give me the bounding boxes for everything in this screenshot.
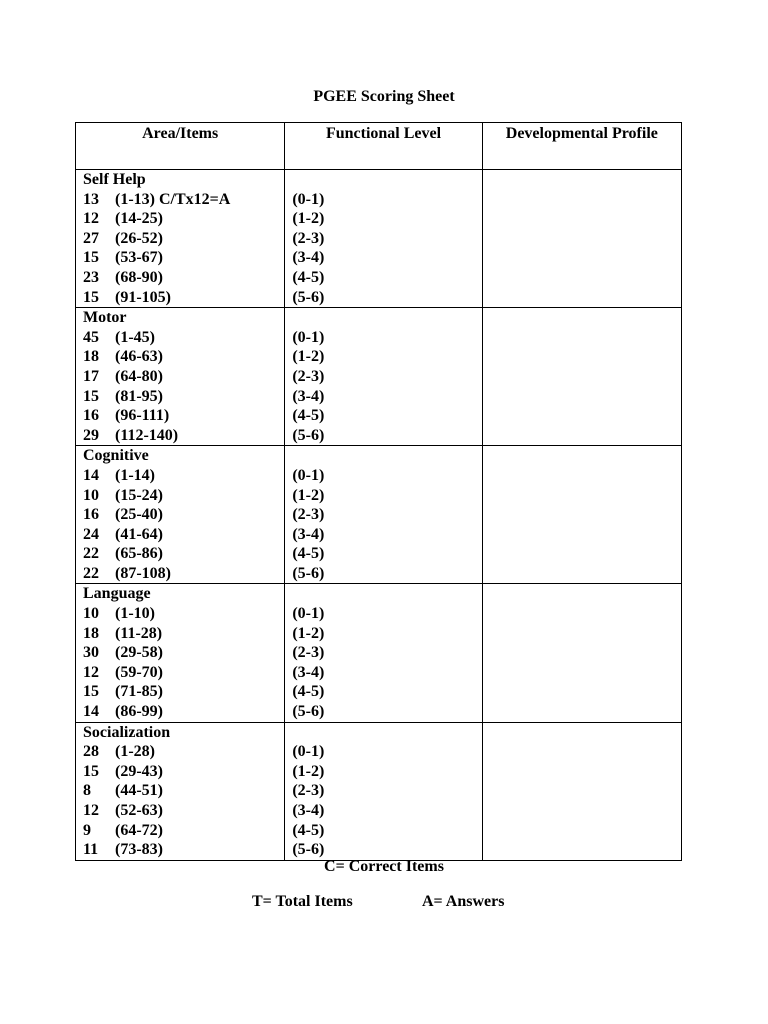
item-row — [83, 525, 284, 545]
functional-level: (1-2) — [292, 486, 325, 504]
area-items-cell — [76, 308, 285, 446]
item-range: (81-95) — [115, 387, 163, 405]
item-count: 9 — [83, 821, 91, 839]
functional-level: (1-2) — [292, 348, 325, 366]
item-count: 15 — [83, 762, 99, 780]
item-row — [83, 387, 284, 407]
item-row — [83, 564, 284, 584]
item-row — [83, 466, 284, 486]
item-range: (11-28) — [115, 624, 163, 642]
item-range: (1-28) — [115, 743, 155, 761]
functional-level-cell — [285, 308, 482, 446]
item-range: (87-108) — [115, 564, 171, 582]
item-row — [83, 505, 284, 525]
item-row — [83, 663, 284, 683]
section-row — [76, 170, 682, 308]
section-row — [76, 446, 682, 584]
item-count: 16 — [83, 506, 99, 524]
functional-level: (1-2) — [292, 210, 325, 228]
functional-level: (3-4) — [292, 663, 325, 681]
item-row — [83, 742, 284, 762]
item-range: (64-80) — [115, 367, 163, 385]
item-count: 18 — [83, 348, 99, 366]
item-range: (1-13) C/Tx12=A — [115, 190, 231, 208]
functional-level: (2-3) — [292, 506, 325, 524]
functional-level-cell — [285, 584, 482, 722]
item-row — [83, 190, 284, 210]
item-count: 17 — [83, 367, 99, 385]
table-header-row — [76, 123, 682, 170]
item-count: 15 — [83, 288, 99, 306]
item-count: 11 — [83, 841, 99, 859]
item-range: (112-140) — [115, 426, 179, 444]
item-row — [83, 426, 284, 446]
item-count: 16 — [83, 407, 99, 425]
item-range: (44-51) — [115, 782, 163, 800]
legend-correct: C= Correct Items — [324, 858, 444, 875]
functional-level: (0-1) — [292, 190, 325, 208]
item-range: (65-86) — [115, 545, 163, 563]
section-title: Cognitive — [83, 447, 149, 465]
item-range: (52-63) — [115, 802, 163, 819]
item-count: 45 — [83, 328, 99, 346]
item-row — [83, 248, 284, 268]
functional-level: (3-4) — [292, 249, 325, 267]
item-count: 15 — [83, 387, 99, 405]
functional-level-cell — [285, 446, 482, 584]
header-developmental-profile: Developmental Profile — [482, 123, 681, 170]
spacer — [292, 170, 481, 190]
item-count: 15 — [83, 249, 99, 267]
header-area-items: Area/Items — [76, 123, 285, 170]
functional-level-cell — [285, 170, 482, 308]
section-row — [76, 584, 682, 722]
functional-level: (0-1) — [292, 743, 325, 761]
functional-level: (5-6) — [292, 426, 325, 444]
item-row — [83, 604, 284, 624]
item-row — [83, 209, 284, 229]
section-row — [76, 308, 682, 446]
item-row — [83, 624, 284, 644]
functional-level: (2-3) — [292, 782, 325, 800]
item-range: (1-45) — [115, 328, 155, 346]
functional-level: (1-2) — [292, 762, 325, 780]
item-count: 14 — [83, 703, 99, 721]
item-count: 14 — [83, 466, 99, 484]
item-row — [83, 762, 284, 782]
item-count: 29 — [83, 426, 99, 444]
item-range: (59-70) — [115, 663, 163, 681]
section-row — [76, 722, 682, 860]
item-range: (96-111) — [115, 407, 170, 425]
item-range: (73-83) — [115, 841, 163, 859]
page-title: PGEE Scoring Sheet — [313, 88, 455, 105]
legend-answers: A= Answers — [422, 893, 505, 910]
functional-level: (0-1) — [292, 328, 325, 346]
developmental-profile-cell[interactable] — [482, 446, 681, 584]
item-row — [83, 328, 284, 348]
functional-level: (2-3) — [292, 367, 325, 385]
area-items-cell — [76, 170, 285, 308]
item-count: 8 — [83, 782, 91, 800]
item-row — [83, 682, 284, 702]
area-items-cell — [76, 722, 285, 860]
spacer — [292, 446, 481, 466]
section-title: Self Help — [83, 171, 146, 188]
item-row — [83, 702, 284, 722]
functional-level: (3-4) — [292, 802, 325, 819]
item-count: 12 — [83, 802, 99, 819]
functional-level: (4-5) — [292, 268, 325, 286]
item-count: 28 — [83, 743, 99, 761]
functional-level: (0-1) — [292, 605, 325, 623]
item-row — [83, 288, 284, 308]
item-row — [83, 544, 284, 564]
item-range: (1-14) — [115, 466, 155, 484]
item-count: 10 — [83, 486, 99, 504]
item-range: (25-40) — [115, 506, 163, 524]
functional-level: (3-4) — [292, 525, 325, 543]
functional-level: (2-3) — [292, 229, 325, 247]
spacer — [292, 723, 481, 743]
scoring-table — [75, 122, 682, 861]
item-row — [83, 801, 284, 821]
item-row — [83, 406, 284, 426]
item-range: (29-43) — [115, 762, 163, 780]
item-range: (46-63) — [115, 348, 163, 366]
item-count: 23 — [83, 268, 99, 286]
item-range: (53-67) — [115, 249, 163, 267]
developmental-profile-cell[interactable] — [482, 170, 681, 308]
item-count: 24 — [83, 525, 99, 543]
item-count: 22 — [83, 545, 99, 563]
item-row — [83, 367, 284, 387]
item-row — [83, 229, 284, 249]
section-title: Motor — [83, 309, 127, 327]
functional-level-cell — [285, 722, 482, 860]
item-range: (91-105) — [115, 288, 171, 306]
section-title: Socialization — [83, 723, 171, 741]
item-count: 18 — [83, 624, 99, 642]
functional-level: (4-5) — [292, 683, 325, 701]
developmental-profile-cell[interactable] — [482, 308, 681, 446]
header-functional-level: Functional Level — [285, 123, 482, 170]
functional-level: (4-5) — [292, 407, 325, 425]
spacer — [292, 584, 481, 604]
item-row — [83, 347, 284, 367]
item-row — [83, 643, 284, 663]
item-range: (64-72) — [115, 821, 163, 839]
area-items-cell — [76, 584, 285, 722]
functional-level: (5-6) — [292, 841, 325, 859]
item-range: (29-58) — [115, 644, 163, 662]
item-count: 10 — [83, 605, 99, 623]
item-row — [83, 486, 284, 506]
functional-level: (3-4) — [292, 387, 325, 405]
functional-level: (5-6) — [292, 564, 325, 582]
functional-level: (5-6) — [292, 288, 325, 306]
item-count: 12 — [83, 210, 99, 228]
functional-level: (0-1) — [292, 466, 325, 484]
functional-level: (4-5) — [292, 821, 325, 839]
spacer — [292, 308, 481, 328]
item-row — [83, 781, 284, 801]
item-count: 13 — [83, 190, 99, 208]
item-range: (86-99) — [115, 703, 163, 721]
item-count: 15 — [83, 683, 99, 701]
item-count: 30 — [83, 644, 99, 662]
functional-level: (5-6) — [292, 703, 325, 721]
item-count: 22 — [83, 564, 99, 582]
functional-level: (2-3) — [292, 644, 325, 662]
item-range: (15-24) — [115, 486, 163, 504]
item-count: 12 — [83, 663, 99, 681]
item-range: (1-10) — [115, 605, 155, 623]
developmental-profile-cell[interactable] — [482, 584, 681, 722]
item-row — [83, 268, 284, 288]
developmental-profile-cell[interactable] — [482, 722, 681, 860]
item-range: (41-64) — [115, 525, 163, 543]
area-items-cell — [76, 446, 285, 584]
item-row — [83, 821, 284, 841]
section-title: Language — [83, 585, 151, 603]
item-range: (71-85) — [115, 683, 163, 701]
item-range: (26-52) — [115, 229, 163, 247]
functional-level: (4-5) — [292, 545, 325, 563]
item-count: 27 — [83, 229, 99, 247]
item-range: (14-25) — [115, 210, 163, 228]
functional-level: (1-2) — [292, 624, 325, 642]
item-range: (68-90) — [115, 268, 163, 286]
legend-total: T= Total Items — [252, 893, 353, 910]
